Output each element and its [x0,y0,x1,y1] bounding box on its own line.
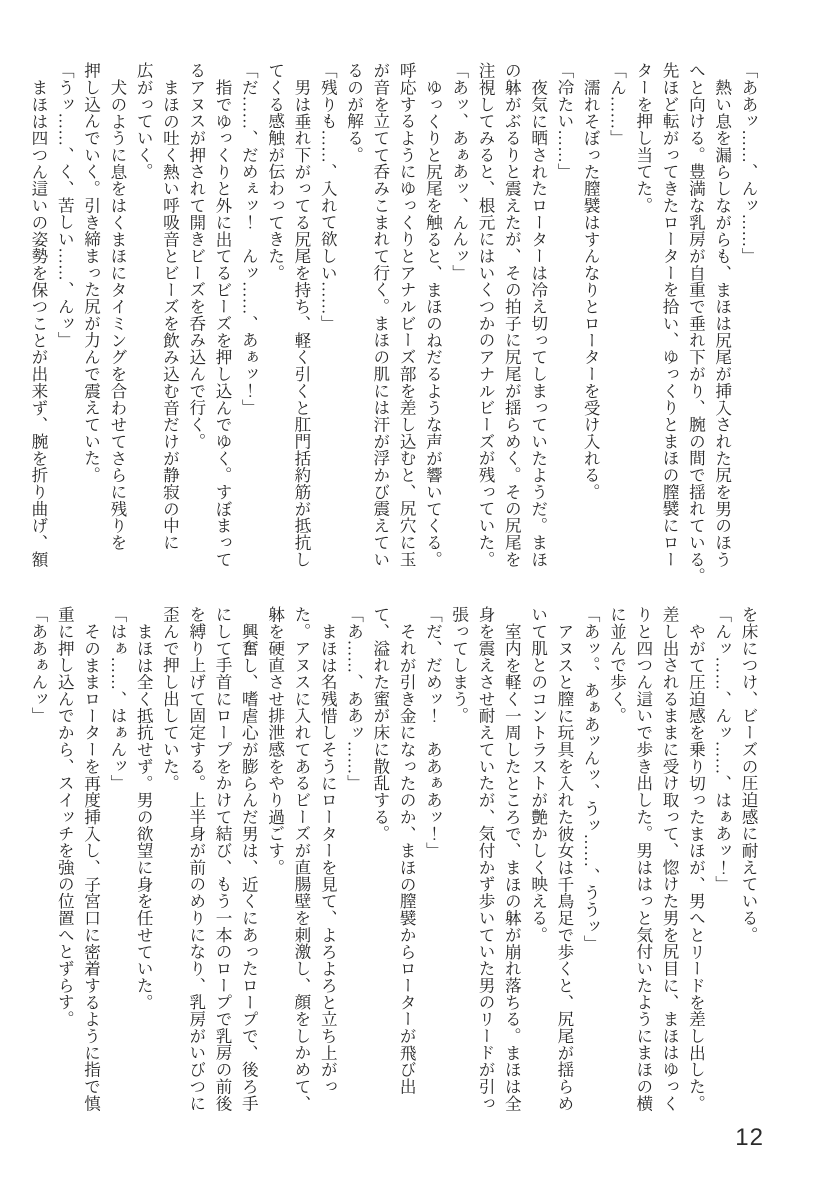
text-column: た。アヌスに入れてあるビーズが直腸壁を刺激し、顔をしかめて、 [291,606,311,1112]
text-column: 男は垂れ下がってる尻尾を持ち、軽く引くと肛門括約筋が抵抗し [291,79,311,568]
text-column: 「あ……、ああッ……」 [344,606,364,792]
text-column: まほの吐く熱い呼吸音とビーズを飲み込む音だけが静寂の中に [160,79,180,551]
text-column: が音を立てて呑みこまれて行く。まほの肌には汗が浮かび震えてい [370,62,390,568]
text-column: 濡れそぼった膣襞はすんなりとローターを受け入れる。 [581,79,601,501]
text-column: そのままローターを再度挿入し、子宮口に密着するように指で慎 [81,623,101,1112]
text-column: を床につけ、ビーズの圧迫感に耐えている。 [739,606,758,943]
text-column: て、溢れた蜜が床に散乱する。 [370,606,390,842]
text-column: ターを押し当てた。 [633,62,653,214]
text-column: 「ああッ……、んッ……」 [739,62,758,265]
text-column: にして手首にロープをかけて結び、もう一本のロープで乳房の前後 [213,606,233,1112]
text-column: いて肌とのコントラストが艶かしく映える。 [528,606,548,943]
text-column: りと四つん這いで歩き出した。男ははっと気付いたようにまほの横 [633,606,653,1112]
text-column: それが引き金になったのか、まほの膣襞からローターが飛び出 [397,623,417,1095]
text-column: 「冷たい……」 [554,62,574,180]
text-column: へと向ける。豊満な乳房が自重で垂れ下がり、腕の間で揺れている。 [686,62,706,585]
text-column: 「んッ……、んッ……、はぁあッ！」 [712,606,732,893]
text-column: 広がっていく。 [134,62,154,180]
text-column: の躰がぶるりと震えたが、その拍子に尻尾が揺らめく。その尻尾を [502,62,522,568]
text-column: を縛り上げて固定する。上半身が前のめりになり、乳房がいびつに [186,606,206,1112]
text-column: やがて圧迫感を乗り切ったまほが、男へとリードを差し出した。 [686,623,706,1112]
text-column: 「あッ、あぁあッ、んんッ」 [449,62,469,282]
text-column: まほは全く抵抗せず。男の欲望に身を任せていた。 [134,623,154,1011]
text-column: 夜気に晒されたローターは冷え切ってしまっていたようだ。まほ [528,79,548,568]
text-column: まほは四つん這いの姿勢を保つことが出来ず、腕を折り曲げ、額 [28,79,48,568]
text-column: 先ほど転がってきたローターを拾い、ゆっくりとまほの膣襞にロー [660,62,680,568]
text-block-top [21,62,761,590]
text-column: アヌスと膣に玩具を入れた彼女は千鳥足で歩くと、尻尾が揺らめ [554,623,574,1112]
text-column: 興奮し、嗜虐心が膨らんだ男は、近くにあったロープで、後ろ手 [239,623,259,1112]
text-block-bottom [21,606,761,1134]
text-column: 「はぁ……、はぁんッ」 [107,606,127,792]
text-column: 指でゆっくりと外に出てるビーズを押し込んでゆく。すぼまって [213,79,233,568]
text-column: 注視してみると、根元にはいくつかのアナルビーズが残っていた。 [476,62,496,568]
text-column: 「うッ……、く、苦しい……、んッ」 [55,62,75,349]
text-column: るアヌスが押されて開きビーズを呑み込んで行く。 [186,62,206,450]
text-column: 「ああぁんッ」 [28,606,48,724]
text-column: るのが解る。 [344,62,364,164]
text-column: 「残りも……、入れて欲しい……」 [318,62,338,332]
text-column: 歪んで押し出していた。 [160,606,180,792]
text-column: ゆっくりと尻尾を触ると、まほのねだるような声が響いてくる。 [423,79,443,568]
text-column: てくる感触が伝わってきた。 [265,62,285,282]
text-column: 押し込んでいく。引き締まった尻が力んで震えていた。 [81,62,101,484]
text-column: 呼応するようにゆっくりとアナルビーズ部を差し込むと、尻穴に玉 [397,62,417,568]
text-column: 室内を軽く一周したところで、まほの躰が崩れ落ちる。まほは全 [502,623,522,1112]
text-column: に並んで歩く。 [607,606,627,724]
text-column: 犬のように息をはくまほにタイミングを合わせてさらに残りを [107,79,127,551]
text-column: 身を震えさせ耐えていたが、気付かず歩いていた男のリードが引っ [476,606,496,1112]
page-number: 12 [735,1124,764,1151]
text-column: まほは名残惜しそうにローターを見て、よろよろと立ち上がっ [318,623,338,1095]
text-column: 熱い息を漏らしながらも、まほは尻尾が挿入された尻を男のほう [712,79,732,568]
text-column: 「あッ。、あぁあッんッ、うッ……、ううッ」 [581,606,601,952]
text-column: 躰を硬直させ排泄感をやり過ごす。 [265,606,285,876]
text-column: 重に押し込んでから、スイッチを強の位置へとずらす。 [55,606,75,1028]
text-column: 差し出されるままに受け取って、惚けた男を尻目に、まほはゆっく [660,606,680,1112]
text-column: 「だ……、だめぇッ！ んッ……、あぁッ！」 [239,62,259,416]
text-column: 「だ、だめッ！ ああぁあッ！」 [423,606,443,859]
text-column: 張ってしまう。 [449,606,469,724]
text-column: 「ん……」 [607,62,627,147]
